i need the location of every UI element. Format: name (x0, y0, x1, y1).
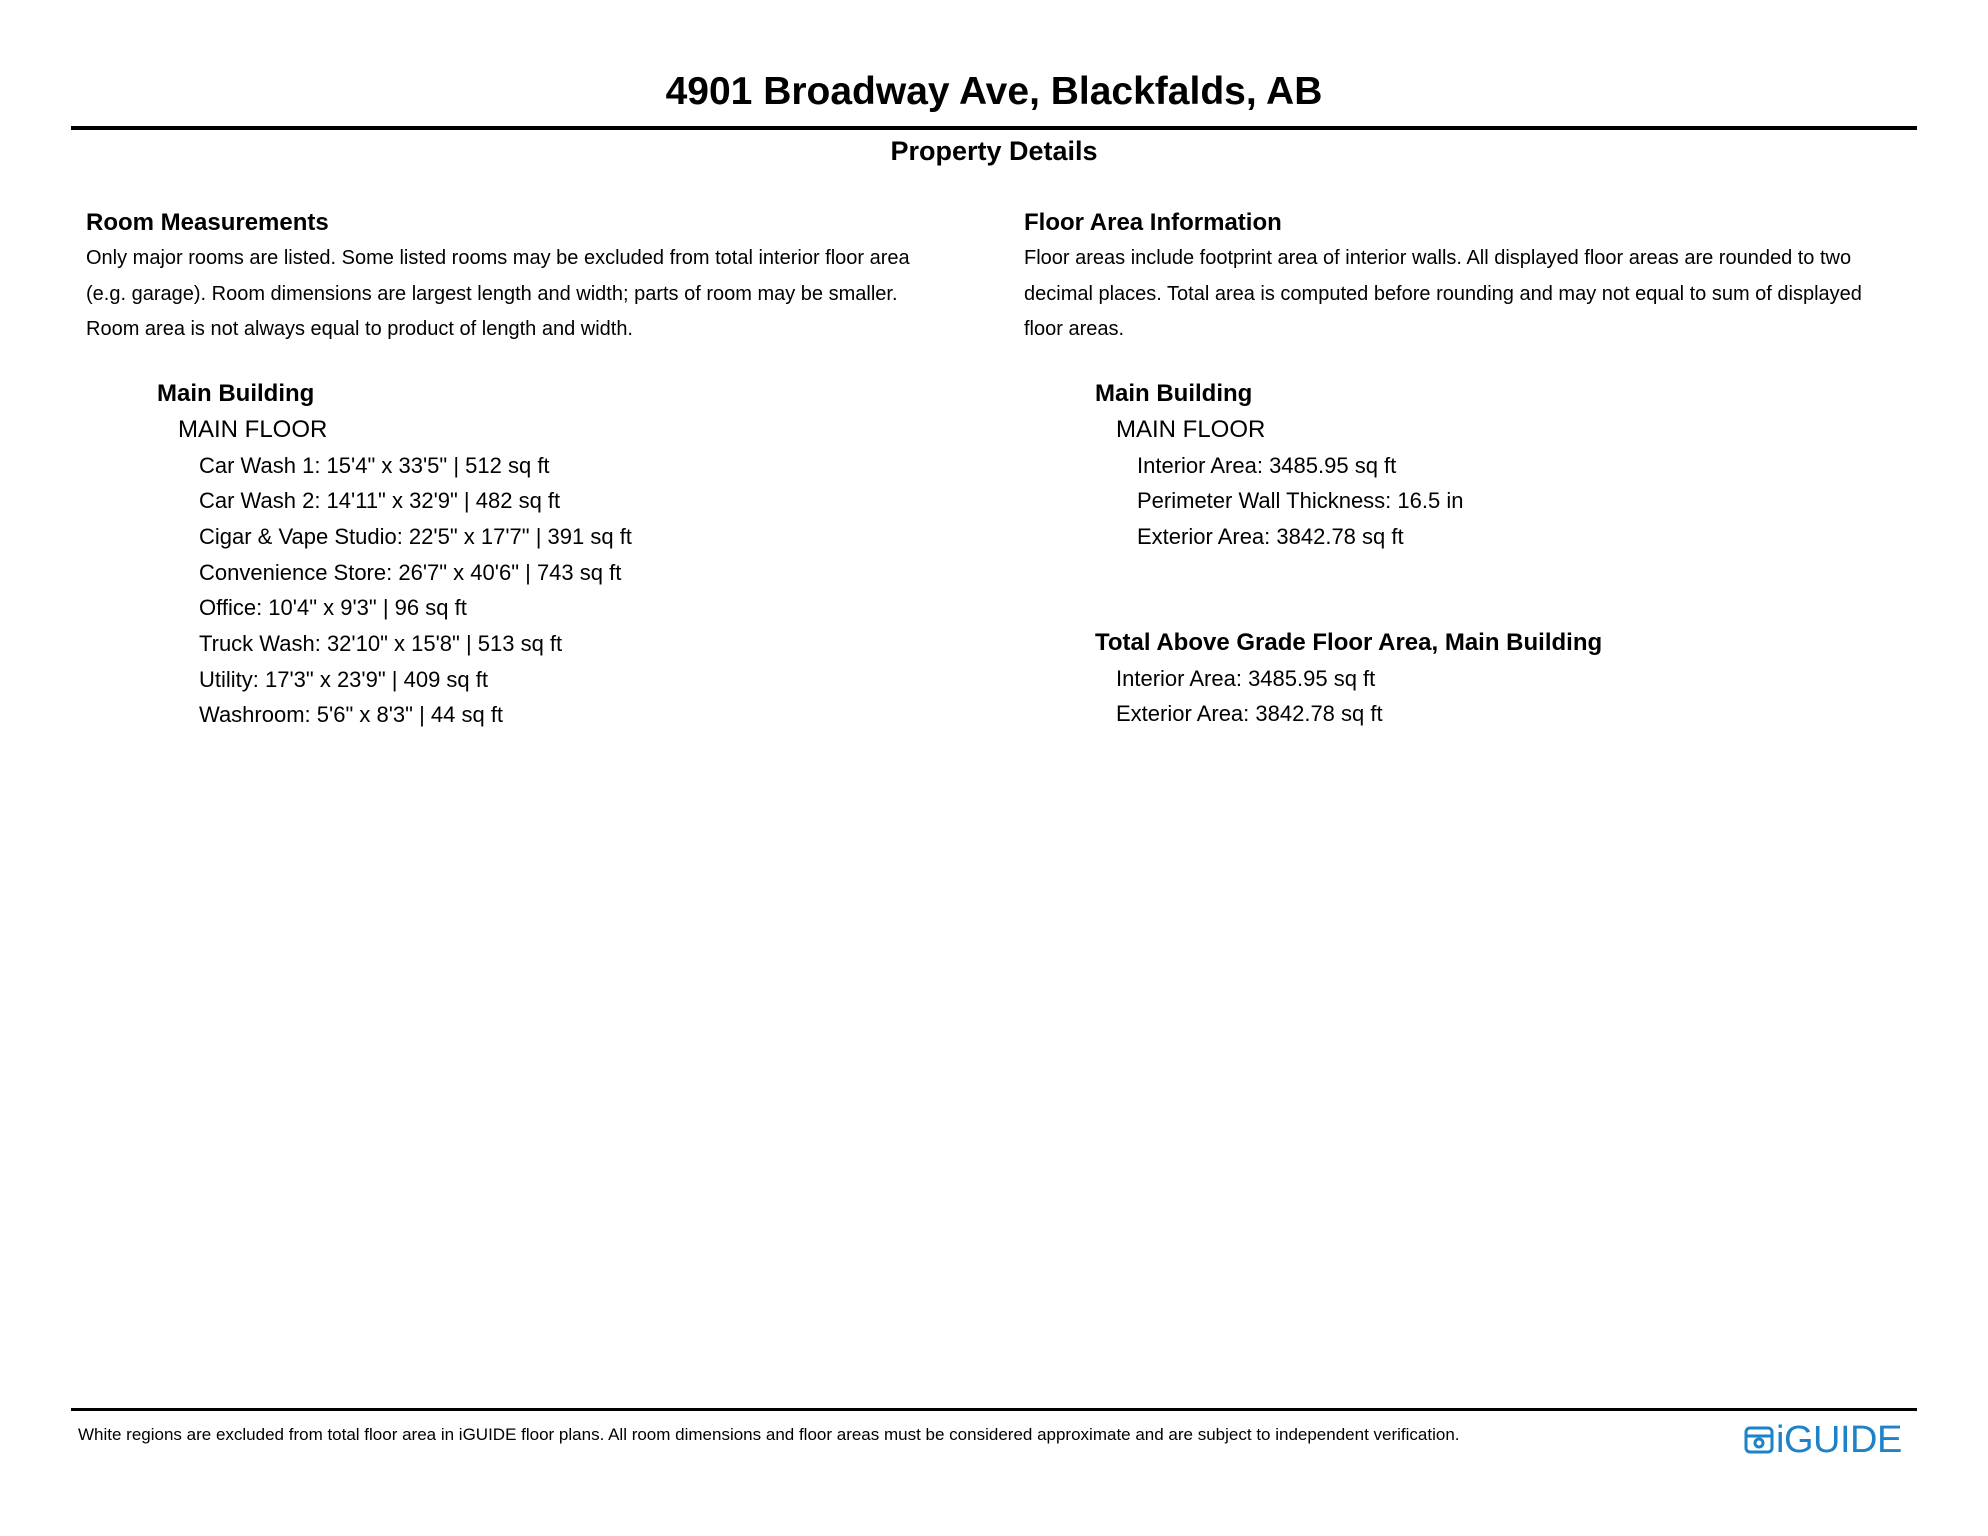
footer-divider (71, 1408, 1917, 1411)
floor-area-section (1024, 205, 1924, 732)
total-area-heading: Total Above Grade Floor Area, Main Building (1095, 628, 1603, 656)
room-list-block (86, 376, 986, 734)
room-item: Convenience Store: 26'7" x 40'6" | 743 sq ft (199, 559, 622, 585)
floor-area-description-line: decimal places. Total area is computed before rounding and may not equal to sum of displayed (1024, 282, 1862, 305)
floor-name: MAIN FLOOR (178, 415, 328, 443)
floor-area-item: Interior Area: 3485.95 sq ft (1137, 452, 1397, 478)
floor-area-description-line: floor areas. (1024, 318, 1125, 340)
floor-area-item: Perimeter Wall Thickness: 16.5 in (1137, 488, 1464, 514)
logo-text: iGUIDE (1776, 1419, 1902, 1461)
room-item: Office: 10'4" x 9'3" | 96 sq ft (199, 595, 467, 621)
floor-area-heading: Floor Area Information (1024, 209, 1282, 236)
room-measurements-section (86, 205, 986, 733)
floor-area-block (1024, 376, 1924, 733)
room-item: Truck Wash: 32'10" x 15'8" | 513 sq ft (199, 631, 563, 657)
floor-area-description-line: Floor areas include footprint area of interior walls. All displayed floor areas are rounded to two (1024, 247, 1852, 269)
room-measurements-description-line: (e.g. garage). Room dimensions are largest length and width; parts of room may be smaller. (86, 282, 898, 305)
total-area-item: Interior Area: 3485.95 sq ft (1116, 665, 1376, 691)
page-subtitle: Property Details (890, 136, 1098, 166)
iguide-logo (1744, 1418, 1902, 1462)
building-name: Main Building (1095, 379, 1253, 407)
room-measurements-heading: Room Measurements (86, 209, 329, 236)
building-name: Main Building (157, 379, 315, 407)
header-divider (71, 126, 1917, 130)
room-measurements-description-line: Room area is not always equal to product of length and width. (86, 318, 633, 340)
page-title: 4901 Broadway Ave, Blackfalds, AB (665, 70, 1323, 113)
room-item: Car Wash 1: 15'4" x 33'5" | 512 sq ft (199, 452, 550, 478)
room-item: Washroom: 5'6" x 8'3" | 44 sq ft (199, 702, 504, 728)
total-area-item: Exterior Area: 3842.78 sq ft (1116, 701, 1383, 727)
room-item: Utility: 17'3" x 23'9" | 409 sq ft (199, 666, 488, 692)
camera-icon (1744, 1425, 1774, 1455)
footer-disclaimer: White regions are excluded from total floor area in iGUIDE floor plans. All room dimensions and floor areas must be considered approximate and are subject to independent verification. (78, 1425, 1460, 1444)
room-measurements-description-line: Only major rooms are listed. Some listed rooms may be excluded from total interior floor area (86, 247, 910, 269)
floor-area-item: Exterior Area: 3842.78 sq ft (1137, 523, 1404, 549)
room-item: Car Wash 2: 14'11" x 32'9" | 482 sq ft (199, 488, 561, 514)
room-item: Cigar & Vape Studio: 22'5" x 17'7" | 391 sq ft (199, 523, 632, 549)
floor-name: MAIN FLOOR (1116, 415, 1266, 443)
